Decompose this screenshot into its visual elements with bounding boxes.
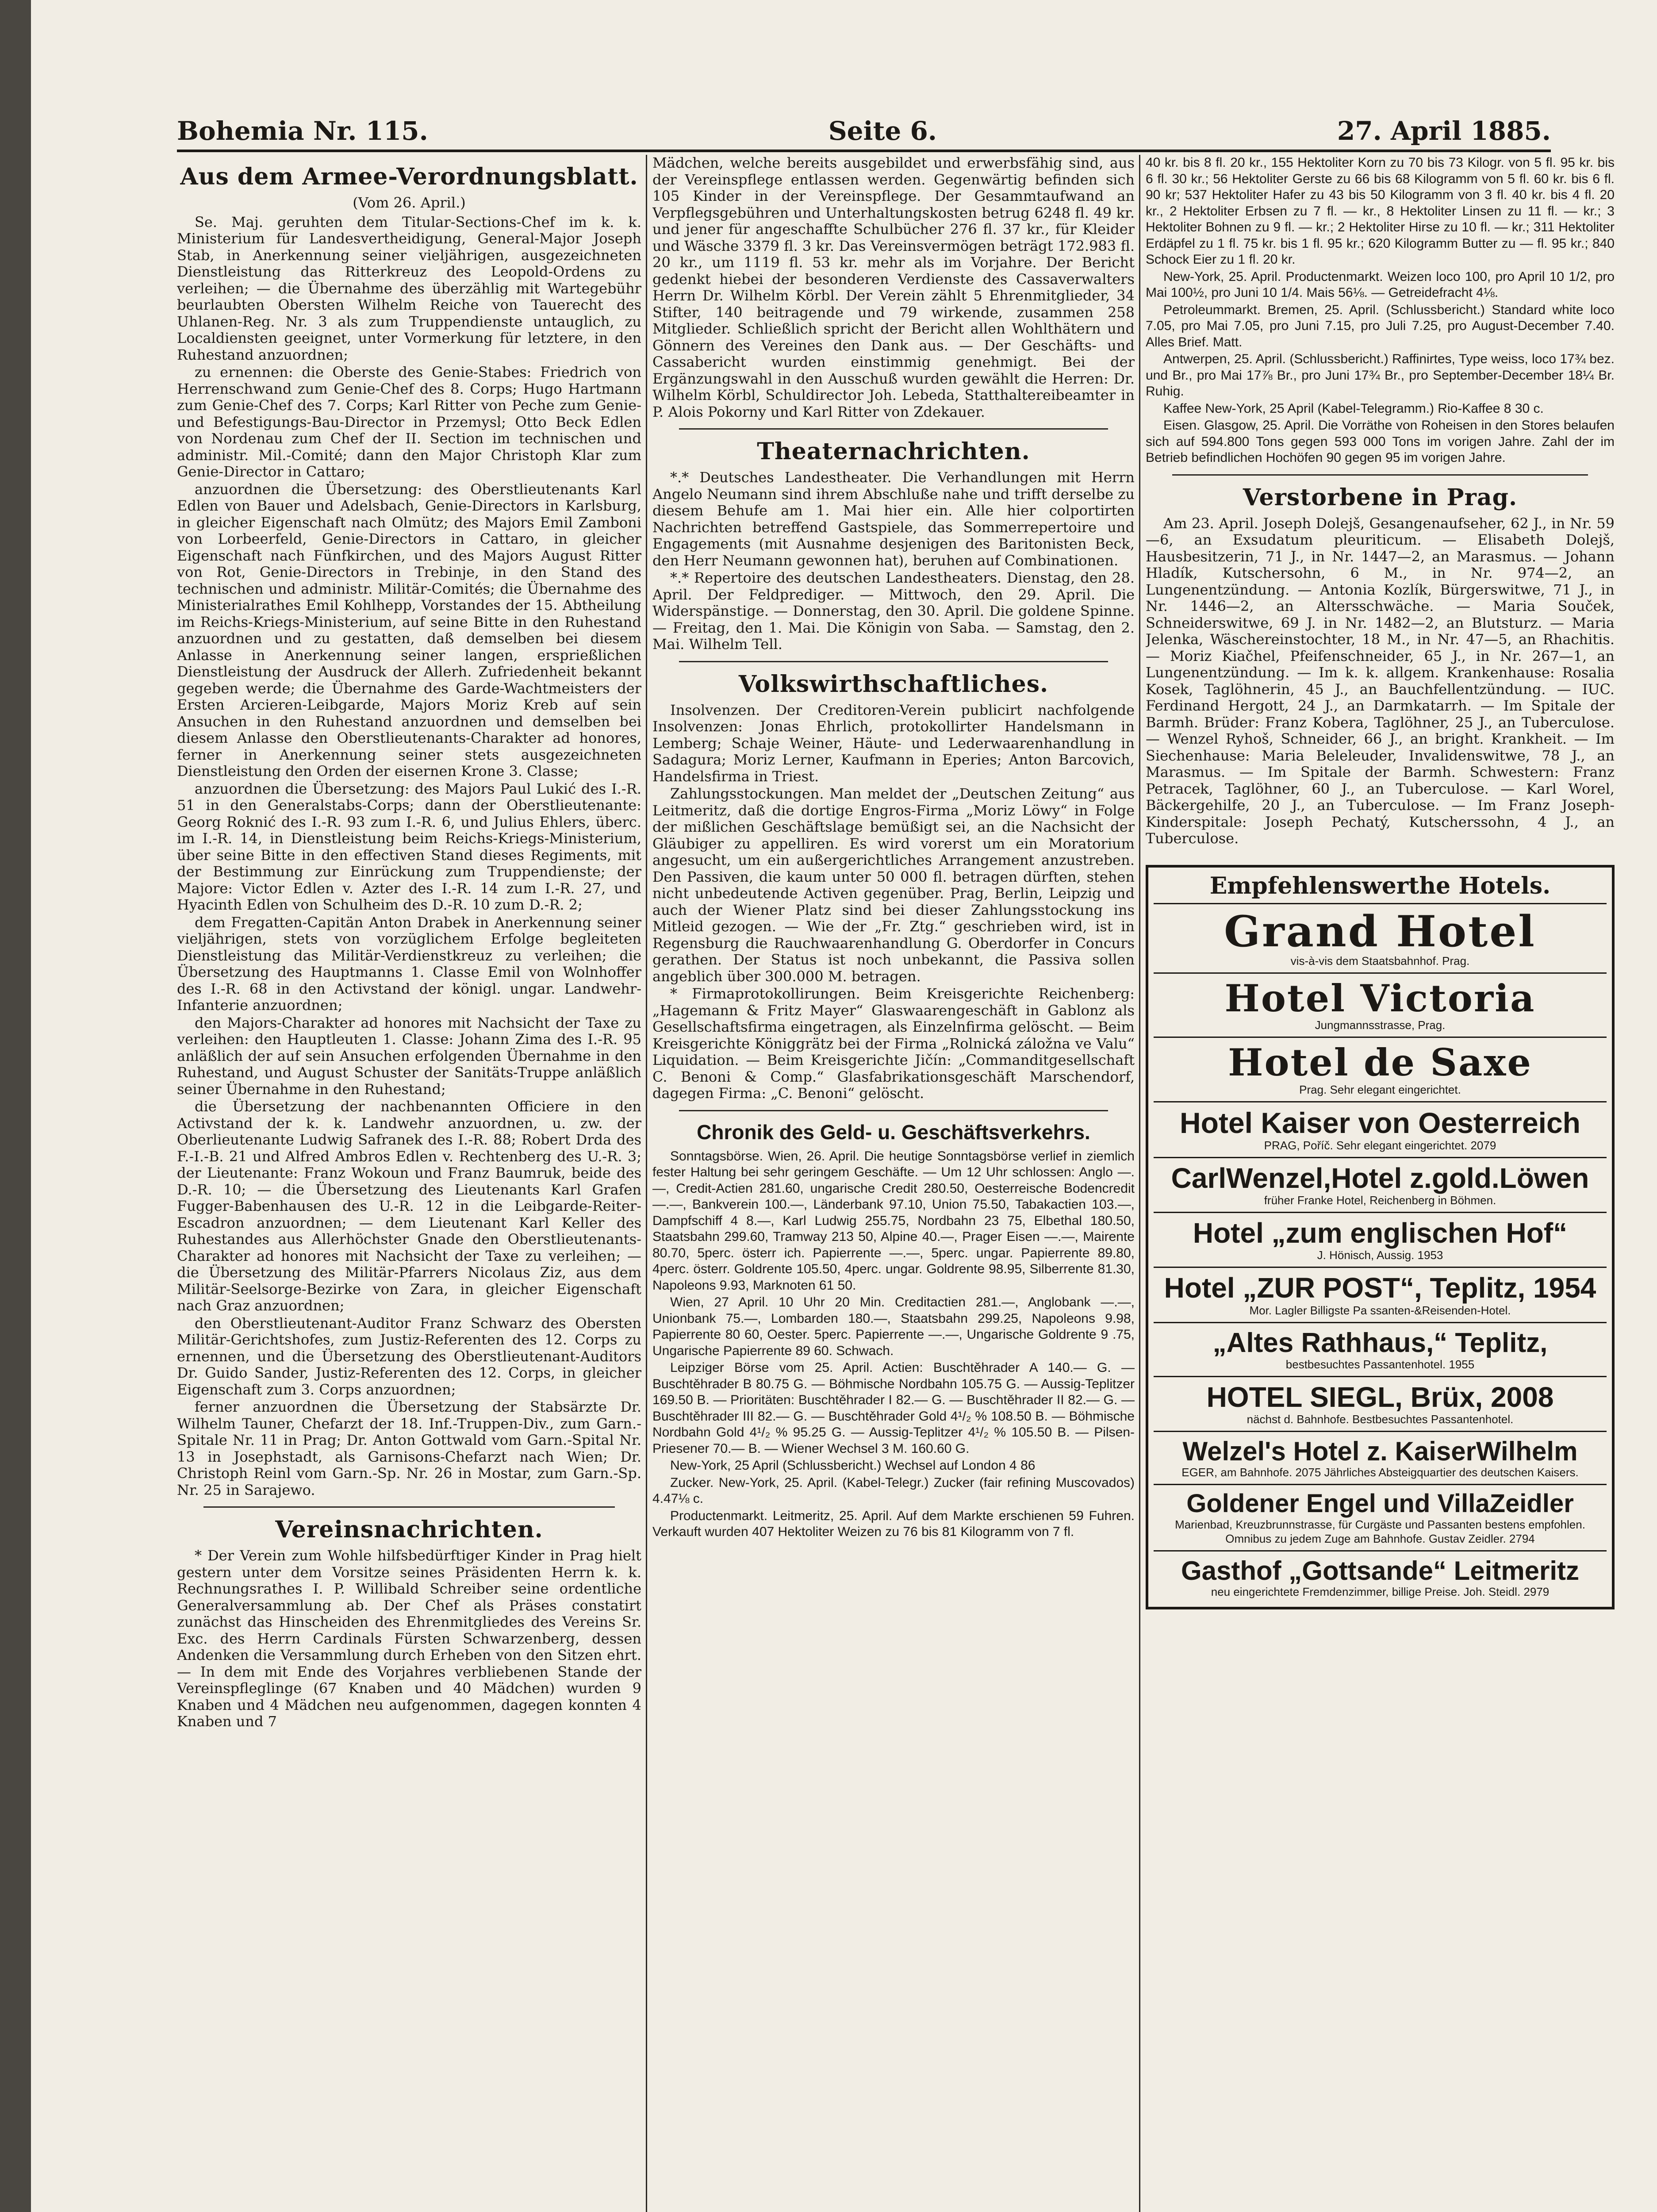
column-rule (646, 155, 647, 2212)
hotel-ad-name: Hotel „ZUR POST“, Teplitz, 1954 (1164, 1272, 1596, 1304)
article-paragraph: Zahlungsstockungen. Man meldet der „Deutschen Zeitung“ aus Leitmeritz, daß die dortige Engros-Firma „Moriz Löwy“ in Folge der mißlichen Geschäftslage bemüßigt sei, an die Nachsicht der Gläubiger zu appelliren. Es wird vorerst um ein Moratorium angesucht, um ein außergerichtliches Arrangement anzustreben. Den Passiven, die kaum unter 50 000 fl. betragen dürften, stehen nicht unbedeutende Activen gegenüber. Prag, Berlin, Leipzig und auch der Wiener Platz sind bei dieser Zahlungsstockung ins Mitleid gezogen. — Wie der „Fr. Ztg.“ geschrieben wird, ist in Regensburg die Rauchwaarenhandlung G. Oberdorfer in Concurs gerathen. Der Status ist noch unbekannt, die Passiva sollen angeblich über 300.000 M. betragen. (652, 785, 1135, 985)
column-2 (652, 155, 1135, 2212)
hotel-ad-name: Grand Hotel (1224, 906, 1536, 956)
market-paragraph: Eisen. Glasgow, 25. April. Die Vorräthe von Roheisen in den Stores belaufen sich auf 594.800 Tons gegen 593 000 Tons im vorigen Jahre. Zahl der im Betrieb befindlichen Hochöfen 90 gegen 95 im vorigen Jahre. (1146, 418, 1615, 465)
column-1 (177, 155, 641, 2212)
section-heading-verein: Vereinsnachrichten. (275, 1516, 543, 1543)
hotel-ad (1154, 1485, 1607, 1551)
hotel-ad-name: HOTEL SIEGL, Brüx, 2008 (1206, 1381, 1554, 1413)
hotel-ad-name: CarlWenzel,Hotel z.gold.Löwen (1171, 1162, 1589, 1194)
hotel-ad (1154, 1213, 1607, 1268)
hotel-ad (1154, 1551, 1607, 1603)
hotel-ad (1154, 1038, 1607, 1102)
section-divider (679, 428, 1108, 430)
hotel-ad-detail: J. Hönisch, Aussig. 1953 (1317, 1248, 1443, 1262)
hotel-ad-detail: neu eingerichtete Fremdenzimmer, billige Preise. Joh. Steidl. 2979 (1211, 1585, 1550, 1598)
header-center: Seite 6. (828, 116, 937, 146)
section-divider (1172, 474, 1588, 476)
hotel-ad-detail: EGER, am Bahnhofe. 2075 Jährliches Absteigquartier des deutschen Kaisers. (1181, 1465, 1579, 1479)
hotel-ad-name: Welzel's Hotel z. KaiserWilhelm (1182, 1436, 1578, 1466)
market-paragraph: Leipziger Börse vom 25. April. Actien: Buschtěhrader A 140.— G. — Buschtěhrader B 80.75 G. — Böhmische Nordbahn 105.75 G. — Aussig-Teplitzer 169.50 B. — Prioritäten: Buschtěhrader I 82.— G. — Buschtěhrader II 82.— G. — Buschtěhrader III 82.— G. — Buschtěhrader Gold 4¹/₂ % 108.50 B. — Böhmische Nordbahn Gold 4¹/₂ % 95.25 G. — Aussig-Teplitzer 4¹/₂ % 105.50 B. — Pilsen-Priesener 70.— B. — Wiener Wechsel 3 M. 160.60 G. (652, 1360, 1135, 1456)
masthead (177, 106, 1551, 152)
dateline: (Vom 26. April.) (353, 194, 466, 211)
article-paragraph: Mädchen, welche bereits ausgebildet und erwerbsfähig sind, aus der Vereinspflege entlassen werden. Gegenwärtig befinden sich 105 Kinder in der Vereinspflege. Der Gesammtaufwand an Verpflegsgebühren und Unterhaltungskosten betrug 6248 fl. 49 kr. und jener für angeschaffte Schulbücher 276 fl. 37 kr., für Kleider und Wäsche 3379 fl. 3 kr. Das Vereinsvermögen beträgt 172.983 fl. 20 kr., um 1119 fl. 53 kr. mehr als im Vorjahre. Der Bericht gedenkt hiebei der besonderen Verdienste des Cassaverwalters Herrn Dr. Wilhelm Körbl. Der Verein zählt 5 Ehrenmitglieder, 34 Stifter, 140 beitragende und 79 wirkende, zusammen 258 Mitglieder. Schließlich spricht der Bericht allen Wohlthätern und Gönnern des Vereines den Dank aus. — Der Geschäfts- und Cassabericht wurden einstimmig genehmigt. Bei der Ergänzungswahl in den Ausschuß wurden gewählt die Herren: Dr. Wilhelm Körbl, Schuldirector Joh. Lebeda, Statthaltereibeamter in P. Alois Pokorny und Karl Ritter von Zdekauer. (652, 155, 1135, 420)
market-paragraph: Petroleummarkt. Bremen, 25. April. (Schlussbericht.) Standard white loco 7.05, pro Mai 7.05, pro Juni 7.15, pro Juli 7.25, pro August-December 7.40. Alles Brief. Matt. (1146, 302, 1615, 349)
article-paragraph: Se. Maj. geruhten dem Titular-Sections-Chef im k. k. Ministerium für Landesvertheidigung, General-Major Joseph Stab, in Anerkennung seiner vieljährigen, ausgezeichneten Dienstleistung das Ritterkreuz des Leopold-Ordens zu verleihen; — die Übernahme des überzählig mit Wartegebühr beurlaubten Obersten Wilhelm Reiche von Tauerecht des Uhlanen-Reg. Nr. 3 als zum Truppendienste untauglich, zu Localdiensten geeignet, unter Vormerkung für letztere, in den Ruhestand anzuordnen; (177, 213, 641, 363)
article-paragraph: den Majors-Charakter ad honores mit Nachsicht der Taxe zu verleihen: den Hauptleuten 1. Classe: Johann Zima des I.-R. 95 anläßlich der auf sein Ansuchen erfolgenden Übernahme in den Ruhestand, und August Schuster der Sanitäts-Truppe anläßlich seiner Übernahme in den Ruhestand; (177, 1014, 641, 1098)
hotel-ad-detail: nächst d. Bahnhofe. Bestbesuchtes Passantenhotel. (1247, 1412, 1514, 1426)
market-paragraph: Sonntagsbörse. Wien, 26. April. Die heutige Sonntagsbörse verlief in ziemlich fester Haltung bei sehr geringem Geschäfte. — Um 12 Uhr schlossen: Anglo —.—, Credit-Actien 281.60, ungarische Credit 280.50, Oesterreische Bodencredit —.—, Bankverein 100.—, Länderbank 97.10, Union 75.50, Tabakactien 103.—, Dampfschiff 4 8.—, Karl Ludwig 255.75, Nordbahn 23 75, Elbethal 180.50, Staatsbahn 299.60, Tramway 213 50, Alpine 40.—, Prager Eisen —.—, Mairente 80.70, 5perc. österr ich. Papierrente —.—, 5perc. ungar. Papierrente 89.80, 4perc. österr. Goldrente 105.50, 4perc. ungar. Goldrente 98.95, Silberrente 81.30, Napoleons 9.93, Marknoten 61 50. (652, 1148, 1135, 1293)
hotel-ad (1154, 974, 1607, 1038)
article-paragraph: dem Fregatten-Capitän Anton Drabek in Anerkennung seiner vieljährigen, stets von vorzüglichem Erfolge begleiteten Dienstleistung das Militär-Verdienstkreuz zu verleihen; die Übersetzung des Hauptmanns 1. Classe Emil von Wolnhoffer des I.-R. 68 in den Activstand der königl. ungar. Landwehr-Infanterie anzuordnen; (177, 914, 641, 1014)
hotel-ad (1154, 1268, 1607, 1323)
section-divider (679, 1110, 1108, 1111)
market-paragraph: New-York, 25 April (Schlussbericht.) Wechsel auf London 4 86 (670, 1458, 1036, 1473)
article-paragraph: die Übersetzung der nachbenannten Officiere in den Activstand der k. k. Landwehr anzuordnen, u. zw. der Oberlieutenante Ludwig Safranek des I.-R. 88; Robert Drda des F.-I.-B. 21 und Alfred Ambros Edlen v. Rechtenberg des U.-R. 3; der Lieutenante: Franz Wokoun und Franz Baumruk, beide des D.-R. 10; — die Übersetzung des Lieutenants Karl Grafen Fugger-Babenhausen des U.-R. 12 in die Leibgarde-Reiter-Escadron anzuordnen; — dem Lieutenant Karl Keller des Ruhestandes aus Allerhöchster Gnade den Oberstlieutenants-Charakter ad honores mit Nachsicht der Taxe zu verleihen; — die Übersetzung des Militär-Pfarrers Nicolaus Ziz, aus dem Militär-Seelsorge-Bezirke von Zara, in gleicher Eigenschaft nach Graz anzuordnen; (177, 1098, 641, 1314)
market-paragraph: Zucker. New-York, 25. April. (Kabel-Telegr.) Zucker (fair refining Muscovados) 4.47⅛ c. (652, 1475, 1135, 1506)
section-divider (203, 1506, 615, 1508)
hotel-ad-name: „Altes Rathhaus,“ Teplitz, (1212, 1327, 1548, 1358)
article-paragraph: den Oberstlieutenant-Auditor Franz Schwarz des Obersten Militär-Gerichtshofes, zum Justiz-Referenten des 12. Corps zu ernennen, und die Übersetzung des Oberstlieutenant-Auditors Dr. Guido Sander, Justiz-Referenten des 12. Corps, in gleicher Eigenschaft zum 3. Corps anzuordnen; (177, 1314, 641, 1398)
section-heading-volkswirthschaft: Volkswirthschaftliches. (738, 670, 1049, 698)
newspaper-page (31, 0, 1657, 2212)
hotel-ad-detail: bestbesuchtes Passantenhotel. 1955 (1285, 1357, 1475, 1371)
scan-edge (0, 0, 31, 2212)
header-right: 27. April 1885. (1337, 116, 1551, 146)
article-paragraph: * Der Verein zum Wohle hilfsbedürftiger Kinder in Prag hielt gestern unter dem Vorsitze seines Präsidenten Herrn k. k. Rechnungsrathes I. P. Willibald Schreiber seine ordentliche Generalversammlung ab. Der Chef als Präses constatirt zunächst das Hinscheiden des Ehrenmitgliedes des Vereins Sr. Exc. des Herrn Cardinals Fürsten Schwarzenberg, dessen Andenken die Versammlung durch Erheben von den Sitzen ehrt. — In dem mit Ende des Vorjahres verbliebenen Stande der Vereinspfleglinge (67 Knaben und 40 Mädchen) wurden 9 Knaben und 4 Mädchen neu aufgenommen, dagegen konnten 4 Knaben und 7 (177, 1547, 641, 1730)
hotel-ad (1154, 904, 1607, 974)
article-paragraph: Am 23. April. Joseph Dolejš, Gesangenaufseher, 62 J., in Nr. 59—6, an Exsudatum pleuriticum. — Elisabeth Dolejš, Hausbesitzerin, 71 J., in Nr. 1447—2, an Marasmus. — Johann Hladík, Kutschersohn, 6 M., in Nr. 974—2, an Lungenentzündung. — Antonia Kozlík, Bürgerswitwe, 71 J., in Nr. 1446—2, an Altersschwäche. — Maria Souček, Schneiderswitwe, 69 J. in Nr. 1482—2, an Blutsturz. — Maria Jelenka, Wäschereinstochter, 18 M., in Nr. 47—5, an Rhachitis. — Moriz Kiačhel, Pfeifenschneider, 65 J., in Nr. 267—1, an Lungenentzündung. — Im k. k. allgem. Krankenhause: Rosalia Kosek, Taglöhnerin, 45 J., an Bauchfellentzündung. — IUC. Ferdinand Hergott, 24 J., an Darmkatarrh. — Im Spitale der Barmh. Brüder: Franz Kobera, Taglöhner, 25 J., an Tuberculose. — Wenzel Ryhoš, Schneider, 66 J., an bright. Krankheit. — Im Siechenhause: Maria Beleleuder, Invalidenswitwe, 78 J., an Marasmus. — Im Spitale der Barmh. Schwestern: Franz Petracek, Taglöhner, 60 J., an Tuberculose. — Karl Worel, Bäckergehilfe, 20 J., an Tuberculose. — Im Franz Joseph-Kinderspitale: Joseph Pechatý, Kutscherssohn, 4 J., an Tuberculose. (1146, 515, 1615, 847)
market-paragraph: Wien, 27 April. 10 Uhr 20 Min. Creditactien 281.—, Anglobank —.—, Unionbank 75.—, Lombarden 180.—, Staatsbahn 299.25, Napoleons 9.98, Papierrente 80 60, Oester. 5perc. Papierrente —.—, Ungarische Goldrente 9 .75, Ungarische Papierrente 89 60. Schwach. (652, 1295, 1135, 1358)
hotel-ad-detail: PRAG, Poříč. Sehr elegant eingerichtet. 2079 (1264, 1138, 1496, 1152)
section-heading-theater: Theaternachrichten. (757, 438, 1030, 465)
column-rule (1139, 155, 1140, 2212)
article-paragraph: * Firmaprotokollirungen. Beim Kreisgerichte Reichenberg: „Hagemann & Fritz Mayer“ Glaswaarengeschäft in Gablonz als Gesellschaftsfirma eingetragen, als Einzelnfirma gelöscht. — Beim Kreisgerichte Königgrätz bei der Firma „Rolnická záložna ve Valu“ Liquidation. — Beim Kreisgerichte Jičín: „Commanditgesellschaft C. Benoni & Comp.“ Glasfabrikationsgeschäft Marschendorf, dagegen Firma: „C. Benoni“ gelöscht. (652, 985, 1135, 1102)
section-heading-chronik: Chronik des Geld- u. Geschäftsverkehrs. (697, 1120, 1090, 1144)
market-paragraph: Productenmarkt. Leitmeritz, 25. April. Auf dem Markte erschienen 59 Fuhren. Verkauft wurden 407 Hektoliter Weizen zu 76 bis 81 Kilogramm von 7 fl. (652, 1508, 1135, 1539)
article-paragraph: *.* Repertoire des deutschen Landestheaters. Dienstag, den 28. April. Der Feldprediger. — Mittwoch, den 29. April. Die Widerspänstige. — Donnerstag, den 30. April. Die goldene Spinne. — Freitag, den 1. Mai. Die Königin von Saba. — Samstag, den 2. Mai. Wilhelm Tell. (652, 569, 1135, 653)
article-paragraph: anzuordnen die Übersetzung: des Oberstlieutenants Karl Edlen von Bauer und Adelsbach, Genie-Directors in Karlsburg, in gleicher Eigenschaft nach Olmütz; des Majors Emil Zamboni von Lorbeerfeld, Genie-Directors in Cattaro, in gleicher Eigenschaft nach Fünfkirchen, und des Majors August Ritter von Rot, Genie-Directors in Trebinje, in den Stand des technischen und administr. Militär-Comités; die Übernahme des Ministerialrathes Emil Kohlhepp, Vorstandes der 15. Abtheilung im Reichs-Kriegs-Ministerium, auf seine Bitte in den Ruhestand anzuordnen und zu gestatten, daß demselben bei diesem Anlasse in Anerkennung seiner langen, ersprießlichen Dienstleistung der Ausdruck der Allerh. Zufriedenheit bekannt gegeben werde; die Übernahme des Garde-Wachtmeisters der Ersten Arcieren-Leibgarde, Majors Moriz Kreb auf sein Ansuchen in den Ruhestand anzuordnen und demselben bei diesem Anlasse den Oberstlieutenants-Charakter ad honores, ferner in Anerkennung seiner stets ausgezeichneten Dienstleistung den Orden der eisernen Krone 3. Classe; (177, 480, 641, 780)
hotel-ad (1154, 1323, 1607, 1377)
hotel-ad-name: Gasthof „Gottsande“ Leitmeritz (1181, 1555, 1580, 1586)
column-3 (1146, 155, 1615, 2212)
hotel-ad (1154, 1158, 1607, 1213)
article-paragraph: zu ernennen: die Oberste des Genie-Stabes: Friedrich von Herrenschwand zum Genie-Chef des 8. Corps; Hugo Hartmann zum Genie-Chef des 7. Corps; Karl Ritter von Peche zum Genie- und Befestigungs-Bau-Director in Przemysl; Otto Beck Edlen von Nordenau zum Chef der II. Section im technischen und administr. Mil.-Comité; dann den Major Christoph Klar zum Genie-Director in Cattaro; (177, 364, 641, 480)
section-heading-verstorbene: Verstorbene in Prag. (1243, 484, 1518, 511)
market-paragraph: 40 kr. bis 8 fl. 20 kr., 155 Hektoliter Korn zu 70 bis 73 Kilogr. von 5 fl. 95 kr. bis 6 fl. 30 kr.; 56 Hektoliter Gerste zu 66 bis 68 Kilogramm von 5 fl. 60 kr. bis 6 fl. 90 kr; 537 Hektoliter Hafer zu 43 bis 50 Kilogramm von 3 fl. 40 kr. bis 4 fl. 20 kr., 2 Hektoliter Erbsen zu 7 fl. — kr., 8 Hektoliter Linsen zu 11 fl. — kr.; 3 Hektoliter Bohnen zu 9 fl. — kr.; 2 Hektoliter Hirse zu 10 fl. — kr.; 311 Hektoliter Erdäpfel zu 1 fl. 75 kr. bis 1 fl. 95 kr.; 620 Kilogramm Butter zu — fl. 95 kr.; 840 Schock Eier zu 1 fl. 20 kr. (1146, 155, 1615, 267)
hotel-ad-detail: früher Franke Hotel, Reichenberg in Böhmen. (1264, 1194, 1496, 1207)
hotel-ad-name: Goldener Engel und VillaZeidler (1186, 1489, 1574, 1518)
hotel-ad-name: Hotel Kaiser von Oesterreich (1179, 1106, 1581, 1139)
hotel-ads-box (1146, 865, 1615, 1609)
hotel-ad-detail: Marienbad, Kreuzbrunnstrasse, für Curgäste und Passanten bestens empfohlen. Omnibus zu jedem Zuge am Bahnhofe. Gustav Zeidler. 2794 (1175, 1517, 1585, 1545)
market-paragraph: Kaffee New-York, 25 April (Kabel-Telegramm.) Rio-Kaffee 8 30 c. (1163, 401, 1544, 416)
hotel-ad (1154, 1377, 1607, 1432)
hotel-ad-name: Hotel Victoria (1224, 976, 1536, 1021)
hotel-ad-detail: vis-à-vis dem Staatsbahnhof. Prag. (1290, 954, 1470, 968)
article-paragraph: ferner anzuordnen die Übersetzung der Stabsärzte Dr. Wilhelm Tauner, Chefarzt der 18. Inf.-Truppen-Div., zum Garn.-Spitale Nr. 11 in Prag; Dr. Anton Gottwald vom Garn.-Spital Nr. 13 in Josephstadt, als Garnisons-Chefarzt nach Wien; Dr. Christoph Reinl vom Garn.-Sp. Nr. 26 in Mostar, zum Garn.-Sp. Nr. 25 in Sarajewo. (177, 1398, 641, 1498)
section-divider (679, 661, 1108, 662)
market-paragraph: New-York, 25. April. Productenmarkt. Weizen loco 100, pro April 10 1/2, pro Mai 100½, pro Juni 10 1/4. Mais 56⅛. — Getreidefracht 4⅛. (1146, 269, 1615, 300)
section-heading-armee: Aus dem Armee-Verordnungsblatt. (180, 163, 638, 190)
hotel-ads-title: Empfehlenswerthe Hotels. (1154, 872, 1607, 904)
hotel-ad-name: Hotel de Saxe (1228, 1041, 1532, 1085)
hotel-ad-detail: Jungmannsstrasse, Prag. (1315, 1018, 1446, 1032)
hotel-ad (1154, 1432, 1607, 1485)
article-paragraph: anzuordnen die Übersetzung: des Majors Paul Lukić des I.-R. 51 in den Generalstabs-Corps; dann der Oberstlieutenante: Georg Roknić des I.-R. 93 zum I.-R. 6, und Julius Ehlers, überc. im I.-R. 14, in Dienstleistung beim Reichs-Kriegs-Ministerium, über seine Bitte in den effectiven Stand dieses Regiments, mit der Bestimmung zur Einrückung zum Truppendienste; der Majore: Victor Edlen v. Azter des I.-R. 14 zum I.-R. 27, und Hyacinth Edlen von Schulheim des D.-R. 10 zum D.-R. 2; (177, 780, 641, 913)
hotel-ad-name: Hotel „zum englischen Hof“ (1193, 1217, 1568, 1249)
article-paragraph: *.* Deutsches Landestheater. Die Verhandlungen mit Herrn Angelo Neumann sind ihrem Abschluße nahe und trifft derselbe zu diesem Behufe am 1. Mai hier ein. Alle hier colportirten Nachrichten betreffend Gastspiele, das Sommerrepertoire und Engagements (mit Ausnahme desjenigen des Baritonisten Beck, den Herr Neumann gewonnen hat), beruhen auf Combinationen. (652, 469, 1135, 569)
hotel-ad-detail: Mor. Lagler Billigste Pa ssanten-&Reisenden-Hotel. (1249, 1303, 1511, 1317)
header-left: Bohemia Nr. 115. (177, 116, 428, 146)
hotel-ad-detail: Prag. Sehr elegant eingerichtet. (1299, 1083, 1461, 1096)
article-paragraph: Insolvenzen. Der Creditoren-Verein publicirt nachfolgende Insolvenzen: Jonas Ehrlich, protokollirter Handelsmann in Lemberg; Schaje Weiner, Häute- und Lederwaarenhandlung in Sadagura; Moriz Lerner, Kaufmann in Eperies; Anton Barcovich, Handelsfirma in Triest. (652, 701, 1135, 785)
hotel-ad (1154, 1102, 1607, 1158)
market-paragraph: Antwerpen, 25. April. (Schlussbericht.) Raffinirtes, Type weiss, loco 17¾ bez. und Br., pro Mai 17⅞ Br., pro Juni 17¾ Br., pro September-December 18¼ Br. Ruhig. (1146, 352, 1615, 399)
